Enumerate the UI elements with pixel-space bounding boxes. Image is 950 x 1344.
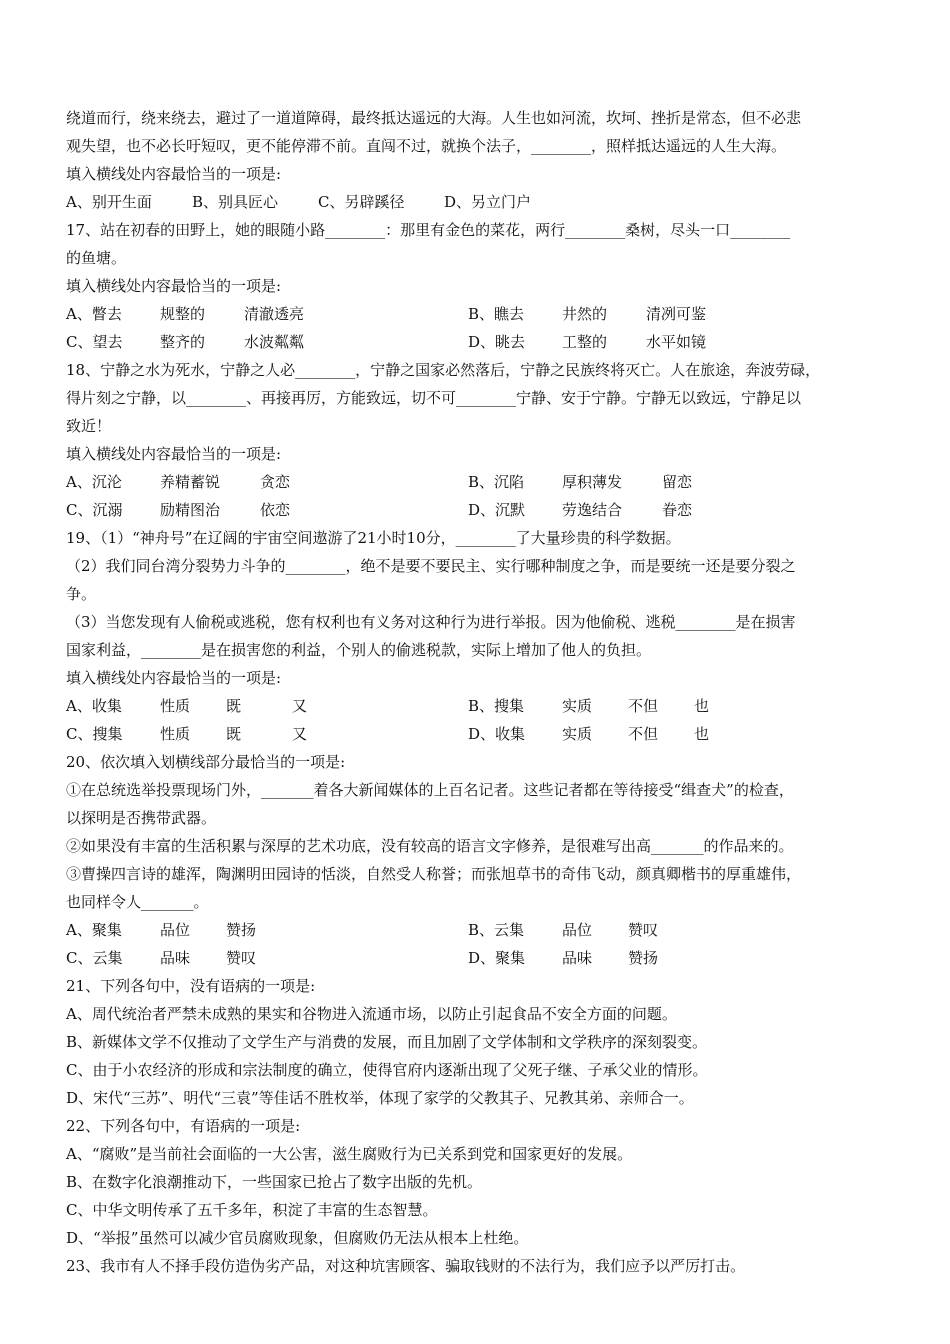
q19-line-3: 争。: [66, 585, 97, 603]
intro-prompt: 填入横线处内容最恰当的一项是:: [66, 165, 282, 183]
intro-options: [66, 188, 890, 216]
q20-line-4: ②如果没有丰富的生活积累与深厚的艺术功底，没有较高的语言文字修养，是很难写出高_______的作品来的。: [66, 837, 794, 855]
option-d: D、另立门户: [444, 193, 532, 211]
q18-options-row-2: [66, 496, 890, 524]
q18-line-3: 致近！: [66, 417, 112, 435]
q21-line-1: 21、下列各句中，没有语病的一项是:: [66, 977, 316, 995]
q19-option-d: D、收集 实质 不但 也: [468, 725, 710, 743]
q21-option-d: D、宋代“三苏”、明代“三袁”等佳话不胜枚举，体现了家学的父教其子、兄教其弟、亲师合一。: [66, 1089, 694, 1107]
q18-option-d: D、沉默 劳逸结合 眷恋: [468, 501, 693, 519]
q22-option-c: C、中华文明传承了五千多年，积淀了丰富的生态智慧。: [66, 1201, 438, 1219]
q17-option-a: A、瞥去 规整的 清澈透亮: [66, 305, 305, 323]
intro-line-2: 观失望，也不必长吁短叹，更不能停滞不前。直闯不过，就换个法子，________，照样抵达遥远的人生大海。: [66, 137, 787, 155]
q20-option-a: A、聚集 品位 赞扬: [66, 921, 257, 939]
document-page: [66, 104, 890, 1280]
q22-line-1: 22、下列各句中，有语病的一项是:: [66, 1117, 301, 1135]
q17-options-row-1: [66, 300, 890, 328]
q19-option-b: B、搜集 实质 不但 也: [468, 697, 710, 715]
q18-line-1: 18、宁静之水为死水，宁静之人必________，宁静之国家必然落后，宁静之民族终将灭亡。人在旅途，奔波劳碌，: [66, 361, 821, 379]
option-c: C、另辟蹊径: [318, 193, 405, 211]
q19-line-5: 国家利益，________是在损害您的利益，个别人的偷逃税款，实际上增加了他人的负担。: [66, 641, 652, 659]
q19-line-1: 19、（1）“神舟号”在辽阔的宇宙空间遨游了21小时10分，________了大量珍贵的科学数据。: [66, 529, 681, 547]
q21-option-c: C、由于小农经济的形成和宗法制度的确立，使得官府内逐渐出现了父死子继、子承父业的情形。: [66, 1061, 708, 1079]
q17-option-b: B、瞧去 井然的 清冽可鉴: [468, 305, 707, 323]
q20-line-3: 以探明是否携带武器。: [66, 809, 217, 827]
q20-option-b: B、云集 品位 赞叹: [468, 921, 659, 939]
q19-line-4: （3）当您发现有人偷税或逃税，您有权利也有义务对这种行为进行举报。因为他偷税、逃税________是在损害: [66, 613, 796, 631]
q20-line-1: 20、依次填入划横线部分最恰当的一项是:: [66, 753, 346, 771]
q17-prompt: 填入横线处内容最恰当的一项是:: [66, 277, 282, 295]
option-a: A、别开生面: [66, 193, 152, 211]
q18-prompt: 填入横线处内容最恰当的一项是:: [66, 445, 282, 463]
q17-line-2: 的鱼塘。: [66, 249, 127, 267]
q19-option-a: A、收集 性质 既 又: [66, 697, 308, 715]
q18-option-c: C、沉溺 励精图治 依恋: [66, 501, 291, 519]
option-b: B、别具匠心: [192, 193, 279, 211]
q18-option-b: B、沉陷 厚积薄发 留恋: [468, 473, 693, 491]
intro-line-1: 绕道而行，绕来绕去，避过了一道道障碍，最终抵达遥远的大海。人生也如河流，坎坷、挫折是常态，但不必悲: [66, 109, 802, 127]
q17-line-1: 17、站在初春的田野上，她的眼随小路________：那里有金色的菜花，两行________桑树，尽头一口________: [66, 221, 791, 239]
q20-options-row-1: [66, 916, 890, 944]
q23-line-1: 23、我市有人不择手段仿造伪劣产品，对这种坑害顾客、骗取钱财的不法行为，我们应予以严厉打击。: [66, 1257, 746, 1275]
q21-option-a: A、周代统治者严禁未成熟的果实和谷物进入流通市场，以防止引起食品不安全方面的问题。: [66, 1005, 677, 1023]
q19-options-row-1: [66, 692, 890, 720]
q20-option-d: D、聚集 品味 赞扬: [468, 949, 659, 967]
q18-line-2: 得片刻之宁静，以________、再接再厉，方能致远，切不可________宁静、安于宁静。宁静无以致远，宁静足以: [66, 389, 802, 407]
q19-option-c: C、搜集 性质 既 又: [66, 725, 308, 743]
q17-options-row-2: [66, 328, 890, 356]
q20-line-6: 也同样令人_______。: [66, 893, 209, 911]
q20-line-5: ③曹操四言诗的雄浑，陶渊明田园诗的恬淡，自然受人称誉；而张旭草书的奇伟飞动，颜真卿楷书的厚重雄伟，: [66, 865, 802, 883]
q20-options-row-2: [66, 944, 890, 972]
q18-options-row-1: [66, 468, 890, 496]
q19-prompt: 填入横线处内容最恰当的一项是:: [66, 669, 282, 687]
q22-option-a: A、“腐败”是当前社会面临的一大公害，滋生腐败行为已关系到党和国家更好的发展。: [66, 1145, 633, 1163]
q17-option-c: C、望去 整齐的 水波粼粼: [66, 333, 305, 351]
q19-options-row-2: [66, 720, 890, 748]
q20-option-c: C、云集 品味 赞叹: [66, 949, 257, 967]
q17-option-d: D、眺去 工整的 水平如镜: [468, 333, 707, 351]
q21-option-b: B、新媒体文学不仅推动了文学生产与消费的发展，而且加剧了文学体制和文学秩序的深刻裂变。: [66, 1033, 708, 1051]
q19-line-2: （2）我们同台湾分裂势力斗争的________，绝不是要不要民主、实行哪种制度之争，而是要统一还是要分裂之: [66, 557, 796, 575]
q20-line-2: ①在总统选举投票现场门外，_______着各大新闻媒体的上百名记者。这些记者都在等待接受“缉查犬”的检查，: [66, 781, 794, 799]
q18-option-a: A、沉沦 养精蓄锐 贪恋: [66, 473, 291, 491]
q22-option-d: D、“举报”虽然可以减少官员腐败现象，但腐败仍无法从根本上杜绝。: [66, 1229, 529, 1247]
q22-option-b: B、在数字化浪潮推动下，一些国家已抢占了数字出版的先机。: [66, 1173, 483, 1191]
